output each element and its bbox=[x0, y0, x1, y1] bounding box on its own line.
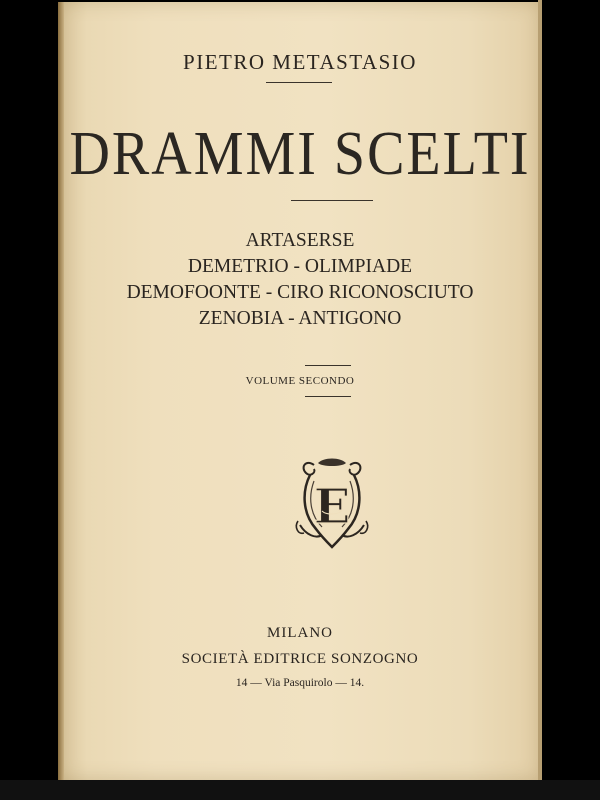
work-line-2: DEMETRIO - OLIMPIADE bbox=[187, 256, 413, 277]
work-line-1: ARTASERSE bbox=[245, 230, 355, 251]
monogram-letter: E bbox=[313, 479, 351, 535]
imprint-publisher: SOCIETÀ EDITRICE SONZOGNO bbox=[181, 651, 419, 667]
imprint-city: MILANO bbox=[267, 625, 333, 641]
work-line-4: ZENOBIA - ANTIGONO bbox=[198, 308, 402, 329]
publisher-monogram-icon bbox=[292, 455, 372, 551]
imprint-address: 14 — Via Pasquirolo — 14. bbox=[235, 677, 365, 689]
volume-label: VOLUME SECONDO bbox=[245, 375, 355, 387]
work-line-3: DEMOFOONTE - CIRO RICONOSCIUTO bbox=[126, 282, 474, 303]
author-rule bbox=[266, 82, 332, 83]
title-rule bbox=[291, 200, 373, 201]
author-name: PIETRO METASTASIO bbox=[183, 50, 417, 74]
bottom-shadow bbox=[0, 780, 600, 800]
volume-rule-top bbox=[305, 365, 351, 366]
volume-rule-bottom bbox=[305, 396, 351, 397]
book-title: DRAMMI SCELTI bbox=[69, 119, 531, 189]
